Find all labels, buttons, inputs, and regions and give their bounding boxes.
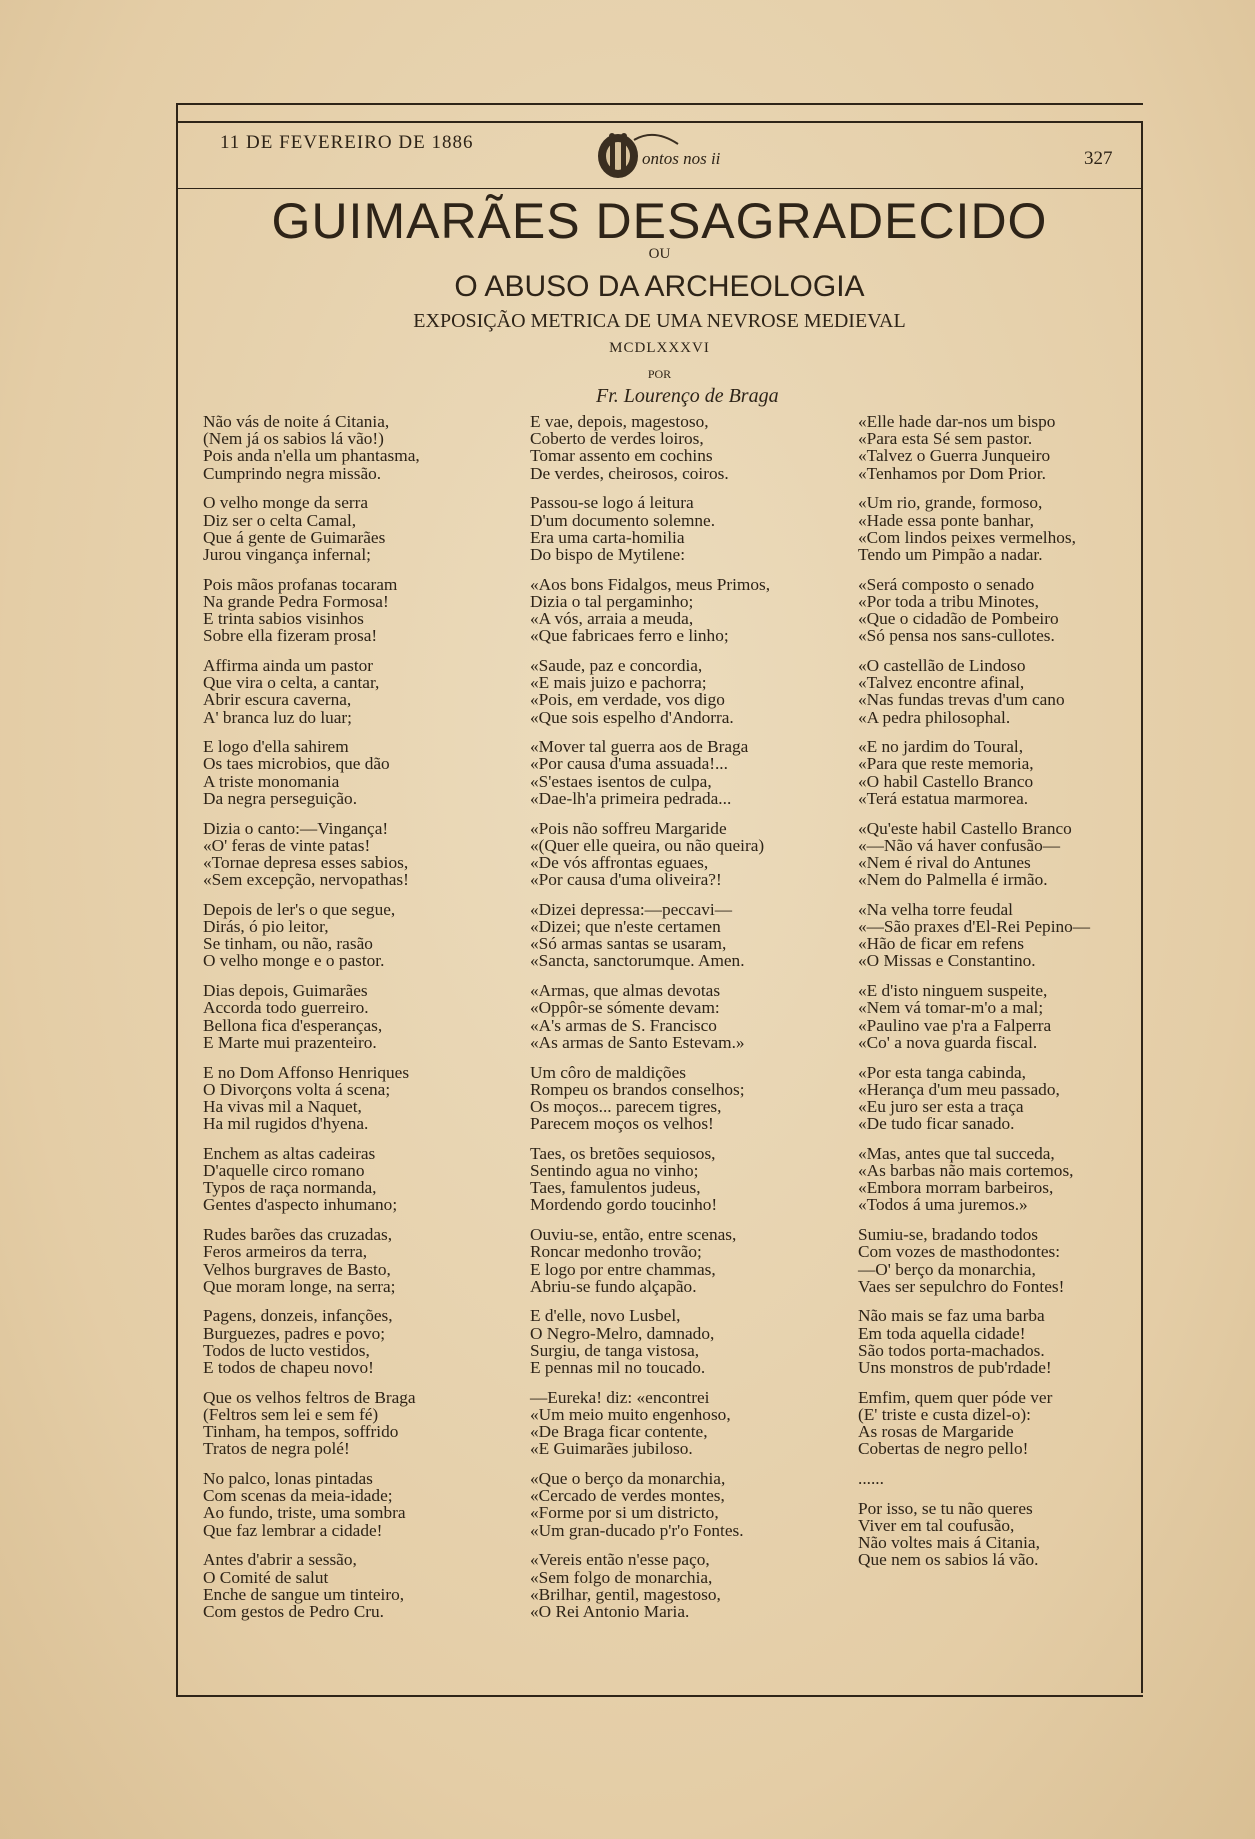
poem-stanza [858, 1500, 1148, 1569]
poem-line: Tomar assento em cochins [530, 446, 713, 466]
poem-line: Emfim, quem quer póde ver [858, 1387, 1053, 1407]
poem-stanza [203, 982, 503, 1051]
poem-line: E d'elle, novo Lusbel, [530, 1306, 681, 1326]
poem-line: «E no jardim do Toural, [858, 737, 1024, 757]
poem-line: «As barbas não mais cortemos, [858, 1161, 1074, 1181]
poem-line: Sentindo agua no vinho; [530, 1161, 699, 1181]
poem-line: «Brilhar, gentil, magestoso, [530, 1584, 721, 1604]
poem-stanza [530, 738, 830, 807]
poem-line: Affirma ainda um pastor [203, 655, 374, 675]
poem-line: Vaes ser sepulchro do Fontes! [858, 1276, 1065, 1296]
poem-stanza [858, 576, 1148, 645]
masthead-logo-icon [590, 120, 740, 184]
poem-line: «Talvez encontre afinal, [858, 673, 1025, 693]
poem-line: Surgiu, de tanga vistosa, [530, 1340, 700, 1360]
poem-line: Ouviu-se, então, entre scenas, [530, 1225, 737, 1245]
poem-line: O Divorçons volta á scena; [203, 1079, 391, 1099]
poem-line: E logo por entre chammas, [530, 1259, 716, 1279]
poem-stanza [530, 1551, 830, 1620]
poem-line: (E' triste e custa dizel-o): [858, 1404, 1031, 1424]
poem-stanza [858, 413, 1148, 482]
poem-line: «A pedra philosophal. [858, 707, 1011, 727]
poem-line: «O Rei Antonio Maria. [530, 1601, 690, 1621]
poem-line: «Só armas santas se usaram, [530, 934, 727, 954]
poem-line: D'aquelle circo romano [203, 1161, 365, 1181]
poem-line: A' branca luz do luar; [203, 707, 352, 727]
poem-line: Mordendo gordo toucinho! [530, 1195, 718, 1215]
poem-line: «Talvez o Guerra Junqueiro [858, 446, 1051, 466]
poem-stanza [858, 982, 1148, 1051]
poem-line: Accorda todo guerreiro. [203, 998, 369, 1018]
poem-line: São todos porta-machados. [858, 1340, 1045, 1360]
poem-line: «—Não vá haver confusão— [858, 835, 1061, 855]
title-ou: OU [648, 246, 671, 262]
poem-line: Enchem as altas cadeiras [203, 1143, 376, 1163]
poem-stanza [530, 1389, 830, 1458]
poem-line: As rosas de Margaride [858, 1422, 1014, 1442]
poem-line: Se tinham, ou não, rasão [203, 934, 373, 954]
poem-stanza [858, 738, 1148, 807]
poem-stanza [530, 1307, 830, 1376]
poem-stanza [858, 1064, 1148, 1133]
poem-line: «A vós, arraia a meuda, [530, 609, 694, 629]
poem-line: «Qu'este habil Castello Branco [858, 818, 1072, 838]
poem-line: Por isso, se tu não queres [858, 1498, 1033, 1518]
poem-stanza [858, 1145, 1148, 1214]
poem-line: E vae, depois, magestoso, [530, 412, 709, 431]
poem-line: «Sem excepção, nervopathas! [203, 870, 409, 890]
poem-line: «Um meio muito engenhoso, [530, 1404, 731, 1424]
poem-line: Viver em tal coufusão, [858, 1515, 1015, 1535]
poem-line: Tendo um Pimpão a nadar. [858, 544, 1043, 564]
poem-line: Da negra perseguição. [203, 788, 358, 808]
poem-line: «Com lindos peixes vermelhos, [858, 527, 1076, 547]
poem-column-2 [530, 413, 830, 1633]
poem-line: «Sem folgo de monarchia, [530, 1567, 713, 1587]
poem-line: «E Guimarães jubiloso. [530, 1439, 693, 1459]
poem-line: (Feltros sem lei e sem fé) [203, 1404, 379, 1424]
poem-line: «Para esta Sé sem pastor. [858, 429, 1033, 449]
poem-line: «Vereis então n'esse paço, [530, 1550, 710, 1570]
poem-line: «De vós affrontas eguaes, [530, 852, 709, 872]
poem-line: Rudes barões das cruzadas, [203, 1225, 393, 1245]
poem-stanza [530, 820, 830, 889]
poem-line: «Por causa d'uma assuada!... [530, 754, 728, 774]
poem-line: «Pois não soffreu Margaride [530, 818, 727, 838]
byline-por: POR [647, 367, 672, 381]
poem-line: Typos de raça normanda, [203, 1178, 377, 1198]
poem-stanza [858, 1470, 1148, 1487]
poem-line: «Nem vá tomar-m'o a mal; [858, 998, 1044, 1018]
poem-line: Bellona fica d'esperanças, [203, 1015, 383, 1035]
poem-stanza [203, 576, 503, 645]
poem-line: «De Braga ficar contente, [530, 1422, 708, 1442]
poem-stanza [858, 901, 1148, 970]
poem-stanza [530, 657, 830, 726]
poem-line: Ha mil rugidos d'hyena. [203, 1114, 369, 1134]
poem-line: Na grande Pedra Formosa! [203, 591, 389, 611]
poem-line: «De tudo ficar sanado. [858, 1114, 1015, 1134]
poem-line: Os moços... parecem tigres, [530, 1096, 722, 1116]
poem-line: O velho monge da serra [203, 493, 369, 513]
poem-stanza [530, 1226, 830, 1295]
poem-stanza [203, 1389, 503, 1458]
poem-stanza [203, 657, 503, 726]
poem-line: «Por causa d'uma oliveira?! [530, 870, 722, 890]
poem-line: «Cercado de verdes montes, [530, 1486, 725, 1506]
poem-line: «O Missas e Constantino. [858, 951, 1036, 971]
poem-line: Taes, famulentos judeus, [530, 1178, 701, 1198]
poem-line: Que moram longe, na serra; [203, 1276, 396, 1296]
poem-line: «Mover tal guerra aos de Braga [530, 737, 749, 757]
page-title: GUIMARÃES DESAGRADECIDO [271, 193, 1048, 249]
poem-stanza [530, 901, 830, 970]
poem-author: Fr. Lourenço de Braga [596, 385, 779, 407]
poem-stanza [530, 576, 830, 645]
poem-stanza [203, 1064, 503, 1133]
poem-line: E logo d'ella sahirem [203, 737, 349, 757]
poem-line: «Por esta tanga cabinda, [858, 1062, 1026, 1082]
poem-stanza [530, 982, 830, 1051]
poem-line: O Negro-Melro, damnado, [530, 1323, 715, 1343]
poem-line: Uns monstros de pub'rdade! [858, 1358, 1052, 1378]
poem-line: Dizia o canto:—Vingança! [203, 818, 389, 838]
poem-line: «Dizei depressa:—peccavi— [530, 899, 733, 919]
poem-line: Cobertas de negro pello! [858, 1439, 1029, 1459]
poem-line: «Paulino vae p'ra a Falperra [858, 1015, 1052, 1035]
poem-line: «O castellão de Lindoso [858, 655, 1026, 675]
poem-line: Diz ser o celta Camal, [203, 510, 357, 530]
poem-line: E no Dom Affonso Henriques [203, 1062, 410, 1082]
poem-line: Dirás, ó pio leitor, [203, 917, 329, 937]
poem-stanza [858, 1307, 1148, 1376]
poem-stanza [203, 820, 503, 889]
poem-stanza [203, 1226, 503, 1295]
page-subtitle: O ABUSO DA ARCHEOLOGIA [454, 270, 865, 303]
poem-line: «Um rio, grande, formoso, [858, 493, 1043, 513]
poem-line: Rompeu os brandos conselhos; [530, 1079, 745, 1099]
poem-stanza [530, 494, 830, 563]
poem-line: Do bispo de Mytilene: [530, 544, 686, 564]
poem-line: «Mas, antes que tal succeda, [858, 1143, 1055, 1163]
poem-stanza [858, 1389, 1148, 1458]
poem-line: «Todos á uma juremos.» [858, 1195, 1028, 1215]
poem-stanza [858, 820, 1148, 889]
poem-line: Não vás de noite á Citania, [203, 412, 390, 431]
poem-line: —Eureka! diz: «encontrei [530, 1387, 710, 1407]
poem-line: Que nem os sabios lá vão. [858, 1550, 1039, 1570]
poem-line: Enche de sangue um tinteiro, [203, 1584, 405, 1604]
poem-stanza [530, 1145, 830, 1214]
poem-line: «Co' a nova guarda fiscal. [858, 1032, 1038, 1052]
poem-line: «O habil Castello Branco [858, 771, 1034, 791]
poem-line: «Terá estatua marmorea. [858, 788, 1029, 808]
poem-line: «Tenhamos por Dom Prior. [858, 463, 1046, 483]
poem-stanza [530, 413, 830, 482]
poem-line: «Na velha torre feudal [858, 899, 1013, 919]
poem-line: Com gestos de Pedro Cru. [203, 1601, 384, 1621]
poem-line: «Que fabricaes ferro e linho; [530, 626, 729, 646]
poem-stanza [858, 494, 1148, 563]
poem-line: «Sancta, sanctorumque. Amen. [530, 951, 745, 971]
poem-line: Burguezes, padres e povo; [203, 1323, 386, 1343]
poem-line: «E mais juizo e pachorra; [530, 673, 707, 693]
poem-line: Parecem moços os velhos! [530, 1114, 714, 1134]
poem-line: Depois de ler's o que segue, [203, 899, 396, 919]
poem-line: «Para que reste memoria, [858, 754, 1034, 774]
poem-line: E trinta sabios visinhos [203, 609, 364, 629]
poem-line: «Hão de ficar em refens [858, 934, 1025, 954]
poem-stanza [203, 1307, 503, 1376]
poem-line: Ao fundo, triste, uma sombra [203, 1503, 406, 1523]
page-number: 327 [1084, 148, 1113, 169]
poem-line: Roncar medonho trovão; [530, 1242, 702, 1262]
poem-description: EXPOSIÇÃO METRICA DE UMA NEVROSE MEDIEVAL [413, 310, 906, 332]
poem-stanza [203, 494, 503, 563]
poem-line: Abriu-se fundo alçapão. [530, 1276, 697, 1296]
poem-line: «Armas, que almas devotas [530, 981, 721, 1001]
poem-line: Gentes d'aspecto inhumano; [203, 1195, 398, 1215]
poem-line: Dizia o tal pergaminho; [530, 591, 694, 611]
poem-line: «Que sois espelho d'Andorra. [530, 707, 734, 727]
masthead-logo [590, 120, 740, 184]
poem-line: «E d'isto ninguem suspeite, [858, 981, 1048, 1001]
poem-line: «—São praxes d'El-Rei Pepino— [858, 917, 1091, 937]
poem-line: Com vozes de masthodontes: [858, 1242, 1061, 1262]
poem-line: «(Quer elle queira, ou não queira) [530, 835, 765, 855]
poem-line: «Só pensa nos sans-cullotes. [858, 626, 1055, 646]
poem-line: «Por toda a tribu Minotes, [858, 591, 1039, 611]
poem-line: «Pois, em verdade, vos digo [530, 690, 725, 710]
poem-line: Que á gente de Guimarães [203, 527, 386, 547]
poem-line: Um côro de maldições [530, 1062, 686, 1082]
poem-line: «Saude, paz e concordia, [530, 655, 703, 675]
poem-line: E Marte mui prazenteiro. [203, 1032, 377, 1052]
poem-line: No palco, lonas pintadas [203, 1469, 373, 1489]
poem-line: Cumprindo negra missão. [203, 463, 382, 483]
poem-line: Coberto de verdes loiros, [530, 429, 704, 449]
poem-line: Abrir escura caverna, [203, 690, 352, 710]
poem-line: «Embora morram barbeiros, [858, 1178, 1054, 1198]
poem-line: «A's armas de S. Francisco [530, 1015, 717, 1035]
poem-line: «Aos bons Fidalgos, meus Primos, [530, 574, 771, 594]
poem-line: Velhos burgraves de Basto, [203, 1259, 391, 1279]
poem-column-3 [858, 413, 1148, 1581]
poem-line: Que vira o celta, a cantar, [203, 673, 380, 693]
poem-line: Em toda aquella cidade! [858, 1323, 1026, 1343]
poem-stanza [203, 1551, 503, 1620]
poem-line: —O' berço da monarchia, [858, 1259, 1036, 1279]
poem-stanza [203, 901, 503, 970]
poem-line: «Oppôr-se sómente devam: [530, 998, 720, 1018]
poem-line: A triste monomania [203, 771, 340, 791]
poem-line: «Nem do Palmella é irmão. [858, 870, 1048, 890]
poem-line: «Nem é rival do Antunes [858, 852, 1031, 872]
poem-stanza [203, 1470, 503, 1539]
poem-stanza [203, 738, 503, 807]
poem-line: Pois anda n'ella um phantasma, [203, 446, 420, 466]
poem-line: «Dizei; que n'este certamen [530, 917, 721, 937]
poem-line: Era uma carta-homilia [530, 527, 685, 547]
poem-line: Jurou vingança infernal; [203, 544, 371, 564]
poem-year: MCDLXXXVI [609, 340, 710, 356]
poem-line: «O' feras de vinte patas! [203, 835, 371, 855]
poem-line: Que os velhos feltros de Braga [203, 1387, 416, 1407]
poem-line: ...... [858, 1469, 884, 1489]
poem-line: O Comité de salut [203, 1567, 329, 1587]
poem-stanza [203, 1145, 503, 1214]
poem-line: Sumiu-se, bradando todos [858, 1225, 1038, 1245]
poem-line: «Será composto o senado [858, 574, 1035, 594]
poem-line: Não voltes mais á Citania, [858, 1533, 1040, 1553]
poem-line: «As armas de Santo Estevam.» [530, 1032, 745, 1052]
poem-line: D'um documento solemne. [530, 510, 716, 530]
poem-line: De verdes, cheirosos, coiros. [530, 463, 729, 483]
poem-line: Taes, os bretões sequiosos, [530, 1143, 716, 1163]
poem-line: O velho monge e o pastor. [203, 951, 385, 971]
poem-line: Feros armeiros da terra, [203, 1242, 368, 1262]
poem-line: Ha vivas mil a Naquet, [203, 1096, 362, 1116]
poem-line: «S'estaes isentos de culpa, [530, 771, 712, 791]
poem-line: «Tornae depresa esses sabios, [203, 852, 409, 872]
poem-line: Sobre ella fizeram prosa! [203, 626, 378, 646]
poem-line: Passou-se logo á leitura [530, 493, 694, 513]
poem-line: E todos de chapeu novo! [203, 1358, 374, 1378]
poem-line: Todos de lucto vestidos, [203, 1340, 370, 1360]
poem-line: «Um gran-ducado p'r'o Fontes. [530, 1520, 744, 1540]
poem-line: Antes d'abrir a sessão, [203, 1550, 357, 1570]
title-rule [176, 188, 1143, 189]
poem-line: Tratos de negra polé! [203, 1439, 350, 1459]
poem-line: «Nas fundas trevas d'um cano [858, 690, 1065, 710]
poem-line: «Dae-lh'a primeira pedrada... [530, 788, 732, 808]
poem-line: «Forme por si um districto, [530, 1503, 719, 1523]
poem-line: «Hade essa ponte banhar, [858, 510, 1034, 530]
poem-line: «Eu juro ser esta a traça [858, 1096, 1024, 1116]
poem-line: Não mais se faz uma barba [858, 1306, 1045, 1326]
poem-line: Com scenas da meia-idade; [203, 1486, 393, 1506]
issue-date: 11 DE FEVEREIRO DE 1886 [220, 132, 474, 153]
poem-column-1 [203, 413, 503, 1633]
poem-line: «Elle hade dar-nos um bispo [858, 412, 1056, 431]
masthead-logo-text: ontos nos ii [642, 149, 721, 168]
poem-line: E pennas mil no toucado. [530, 1358, 706, 1378]
poem-line: «Que o berço da monarchia, [530, 1469, 726, 1489]
poem-stanza [530, 1470, 830, 1539]
poem-line: (Nem já os sabios lá vão!) [203, 429, 384, 449]
poem-line: «Que o cidadão de Pombeiro [858, 609, 1059, 629]
poem-line: Dias depois, Guimarães [203, 981, 368, 1001]
poem-line: Que faz lembrar a cidade! [203, 1520, 383, 1540]
poem-line: Pagens, donzeis, infanções, [203, 1306, 393, 1326]
poem-line: Pois mãos profanas tocaram [203, 574, 398, 594]
poem-stanza [203, 413, 503, 482]
poem-stanza [530, 1064, 830, 1133]
poem-line: «Herança d'um meu passado, [858, 1079, 1060, 1099]
poem-line: Tinham, ha tempos, soffrido [203, 1422, 399, 1442]
poem-line: Os taes microbios, que dão [203, 754, 390, 774]
poem-stanza [858, 1226, 1148, 1295]
poem-stanza [858, 657, 1148, 726]
